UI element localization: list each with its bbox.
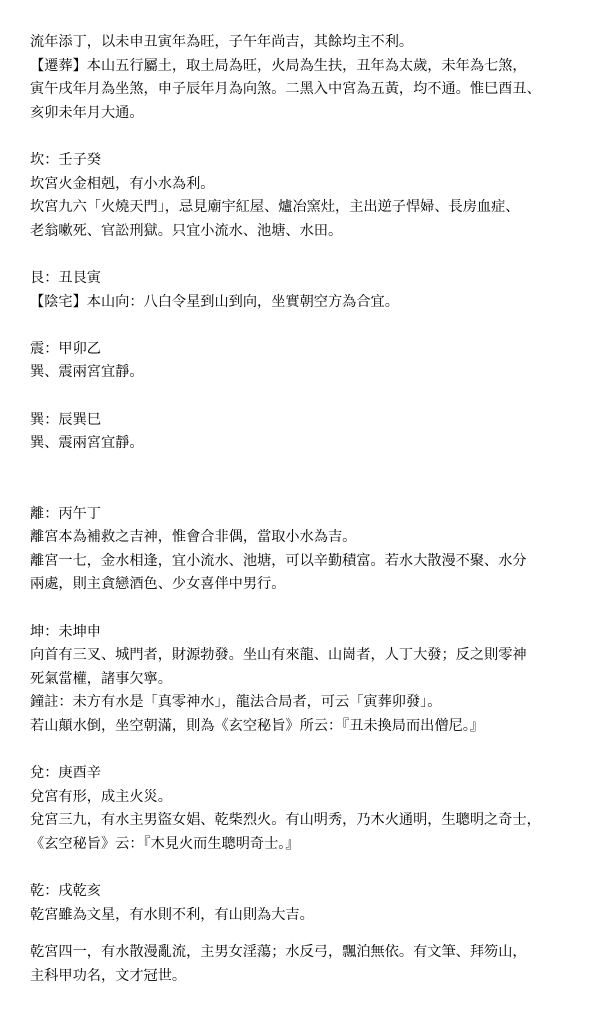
document-body — [30, 31, 590, 989]
text-line: 寅午戌年月為坐煞，申子辰年月為向煞。二黑入中宮為五黃，均不通。惟巳酉丑、 — [30, 81, 541, 98]
text-line: 《玄空秘旨》云：『木見火而生聰明奇士。』 — [30, 836, 300, 852]
section-heading-kan: 坎：壬子癸 — [30, 151, 101, 168]
blank-line — [30, 597, 590, 621]
text-line: 老翁嗽死、官訟刑獄。只宜小流水、池塘、水田。 — [30, 222, 343, 239]
text-line: 【陰宅】本山向：八白令星到山到向，坐實朝空方為合宜。 — [30, 293, 399, 310]
section-heading-dui: 兌：庚酉辛 — [30, 765, 101, 782]
text-line: 兩處，則主貪戀酒色、少女喜伴中男行。 — [30, 576, 286, 593]
section-heading-xun: 巽：辰巽巳 — [30, 411, 101, 428]
blank-line — [30, 857, 590, 881]
text-line: 乾宮四一，有水散漫亂流，主男女淫蕩；水反弓，飄泊無依。有文筆、拜笏山， — [30, 944, 527, 961]
blank-line — [30, 739, 590, 763]
text-line: 主科甲功名，文才冠世。 — [30, 967, 187, 984]
text-line: 乾宮雖為文星，有水則不利，有山則為大吉。 — [30, 906, 314, 923]
text-line: 若山顛水倒，坐空朝滿，則為《玄空秘旨》所云：『丑未換局而出僧尼。』 — [30, 718, 484, 735]
text-line: 離宮本為補救之吉神，惟會合非偶，當取小水為吉。 — [30, 529, 357, 546]
text-line: 流年添丁，以未申丑寅年為旺，子午年尚吉，其餘均主不利。 — [30, 34, 414, 50]
section-heading-kun: 坤：未坤申 — [30, 623, 101, 640]
text-line: 鐘註：未方有水是「真零神水」，龍法合局者，可云「寅葬卯發」。 — [30, 694, 442, 711]
blank-line — [30, 456, 590, 503]
text-line: 巽、震兩宮宜靜。 — [30, 435, 144, 452]
blank-line — [30, 927, 590, 941]
text-line: 兌宮有形，成主火災。 — [30, 788, 172, 805]
section-heading-qian: 乾：戌乾亥 — [30, 883, 101, 900]
blank-line — [30, 314, 590, 338]
blank-line — [30, 243, 590, 267]
blank-line — [30, 385, 590, 409]
section-heading-li: 離：丙午丁 — [30, 505, 101, 522]
text-line: 離宮一七，金水相逢，宜小流水、池塘，可以辛勤積富。若水大散漫不聚、水分 — [30, 552, 527, 569]
text-line: 巽、震兩宮宜靜。 — [30, 364, 144, 381]
text-line: 【遷葬】本山五行屬土，取土局為旺，火局為生扶，丑年為太歲，未年為七煞， — [30, 57, 527, 74]
blank-line — [30, 125, 590, 149]
text-line: 亥卯未年月大通。 — [30, 104, 144, 121]
section-heading-gen: 艮：丑艮寅 — [30, 269, 101, 286]
section-heading-zhen: 震：甲卯乙 — [30, 340, 101, 357]
text-line: 死氣當權，諸事欠寧。 — [30, 670, 172, 687]
text-line: 坎宮火金相剋，有小水為利。 — [30, 175, 215, 192]
text-line: 向首有三叉、城門者，財源勃發。坐山有來龍、山崗者，人丁大發；反之則零神 — [30, 647, 527, 664]
text-line: 坎宮九六「火燒天門」，忌見廟宇紅屋、爐冶窯灶，主出逆子悍婦、長房血症、 — [30, 199, 520, 216]
text-line: 兌宮三九，有水主男盜女娼、乾柴烈火。有山明秀，乃木火通明，生聰明之奇士， — [30, 812, 541, 829]
